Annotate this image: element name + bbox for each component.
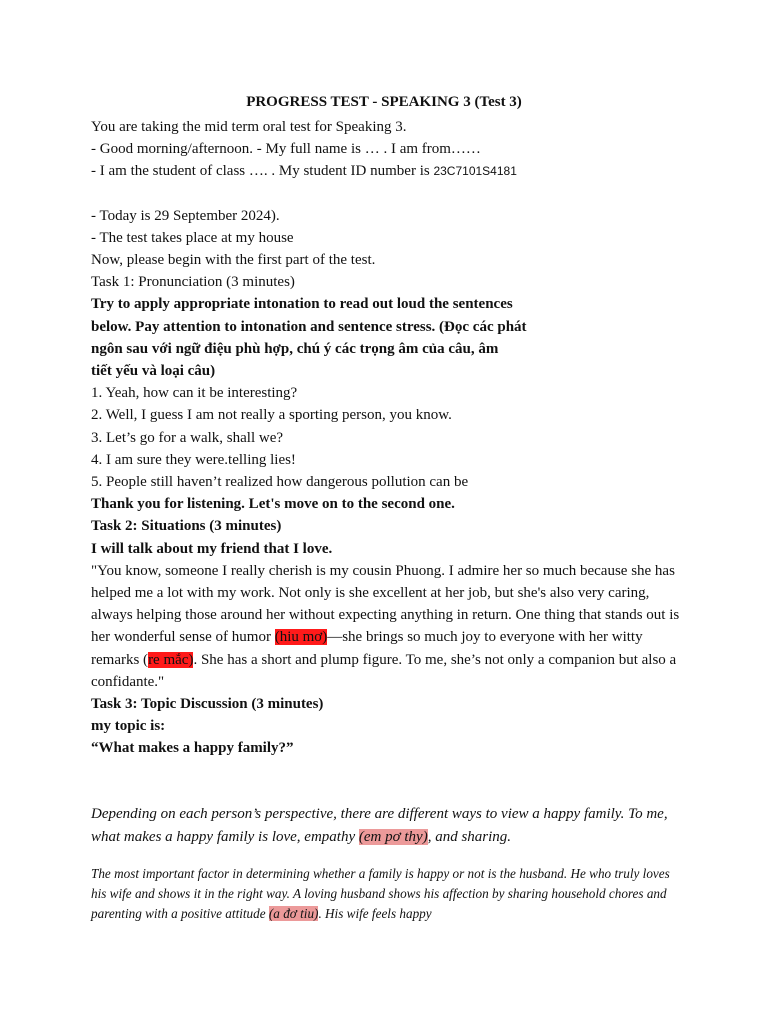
document-body bbox=[91, 116, 681, 760]
place-line: - The test takes place at my house bbox=[91, 229, 294, 246]
topic-question: “What makes a happy family?” bbox=[91, 740, 294, 757]
task1-instruction-1: Try to apply appropriate intonation to read out loud the sentences bbox=[91, 296, 513, 313]
pronunciation-highlight: re mắc) bbox=[148, 651, 194, 668]
pronunciation-highlight: (em pơ thy) bbox=[358, 828, 428, 845]
student-id: 23C7101S4181 bbox=[433, 164, 517, 179]
italic2-text-1: The most important factor in determining whether a family is happy or not is the husband. He who truly loves his wife and shows it in the right way. A loving husband shows his affection by sharing household chores and parenting with a positive attitude bbox=[91, 866, 670, 921]
task2-text-3: . She has a short and plump figure. To me, she’s not only a companion but also a confidante." bbox=[91, 651, 677, 690]
task1-instruction-4: tiết yếu và loại câu) bbox=[91, 363, 216, 380]
topic-label: my topic is: bbox=[91, 718, 166, 735]
task2-text-1: "You know, someone I really cherish is my cousin Phuong. I admire her so much because she has helped me a lot with my work. Not only is she excellent at her job, but she's also very caring, always helping those around her without expecting anything in return. One thing that stands out is her wonderful sense of humor bbox=[91, 562, 680, 646]
italic-paragraph-1 bbox=[91, 803, 691, 848]
task2-text-2: —she brings so much joy to everyone with her witty remarks ( bbox=[91, 629, 643, 668]
sentence-item: 3. Let’s go for a walk, shall we? bbox=[91, 429, 284, 446]
greeting-line: - Good morning/afternoon. - My full name is … . I am from…… bbox=[91, 141, 481, 158]
italic-paragraph-2 bbox=[91, 864, 681, 924]
pronunciation-highlight: (a đơ tiu) bbox=[268, 906, 319, 921]
task3-heading: Task 3: Topic Discussion (3 minutes) bbox=[91, 696, 324, 713]
task1-instruction-2: below. Pay attention to intonation and sentence stress. (Đọc các phát bbox=[91, 318, 527, 335]
task2-intro: I will talk about my friend that I love. bbox=[91, 540, 333, 557]
task1-thanks: Thank you for listening. Let's move on to the second one. bbox=[91, 496, 455, 513]
pronunciation-highlight: (hiu mơ) bbox=[274, 629, 328, 646]
sentence-item: 2. Well, I guess I am not really a sporting person, you know. bbox=[91, 407, 452, 424]
italic2-text-2: . His wife feels happy bbox=[318, 906, 432, 921]
intro-line: You are taking the mid term oral test for Speaking 3. bbox=[91, 119, 407, 135]
class-line-text: - I am the student of class …. . My student ID number is bbox=[91, 163, 434, 180]
date-line: - Today is 29 September 2024). bbox=[91, 207, 280, 224]
class-line bbox=[91, 160, 681, 182]
sentence-item: 5. People still haven’t realized how dangerous pollution can be bbox=[91, 474, 469, 491]
sentence-item: 1. Yeah, how can it be interesting? bbox=[91, 385, 298, 402]
blank-line bbox=[91, 183, 681, 205]
sentence-item: 4. I am sure they were.telling lies! bbox=[91, 451, 296, 468]
task2-paragraph bbox=[91, 560, 681, 693]
begin-line: Now, please begin with the first part of the test. bbox=[91, 252, 376, 269]
task1-instruction-3: ngôn sau với ngữ điệu phù hợp, chú ý các trọng âm của câu, âm bbox=[91, 340, 499, 357]
italic1-text-2: , and sharing. bbox=[427, 828, 512, 845]
task2-heading: Task 2: Situations (3 minutes) bbox=[91, 518, 282, 535]
italic1-text-1: Depending on each person’s perspective, there are different ways to view a happy family. To me, what makes a happy family is love, empathy bbox=[91, 806, 668, 845]
page-title: PROGRESS TEST - SPEAKING 3 (Test 3) bbox=[246, 94, 522, 110]
task1-heading: Task 1: Pronunciation (3 minutes) bbox=[91, 274, 295, 291]
